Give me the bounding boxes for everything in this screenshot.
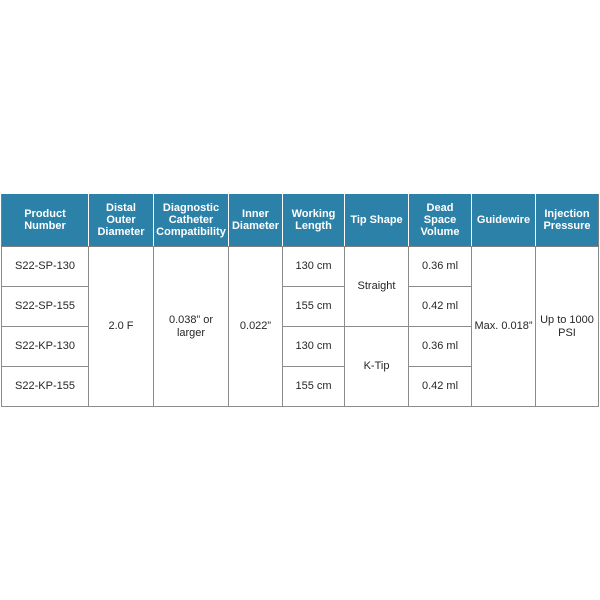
distal-outer-diameter-cell: 2.0 F bbox=[89, 247, 154, 407]
guidewire-cell: Max. 0.018” bbox=[472, 247, 536, 407]
header-inner-diameter: Inner Diameter bbox=[229, 194, 283, 247]
header-tip-shape: Tip Shape bbox=[345, 194, 409, 247]
tip-shape-cell: K-Tip bbox=[345, 327, 409, 407]
header-working-length: Working Length bbox=[283, 194, 345, 247]
header-diagnostic-catheter-compatibility: Diagnostic Catheter Compatibility bbox=[154, 194, 229, 247]
product-number-cell: S22-SP-130 bbox=[2, 247, 89, 287]
working-length-cell: 130 cm bbox=[283, 247, 345, 287]
inner-diameter-cell: 0.022” bbox=[229, 247, 283, 407]
table-row bbox=[2, 247, 599, 287]
product-number-cell: S22-KP-155 bbox=[2, 367, 89, 407]
injection-pressure-cell: Up to 1000 PSI bbox=[536, 247, 599, 407]
dead-space-volume-cell: 0.42 ml bbox=[409, 367, 472, 407]
product-number-cell: S22-SP-155 bbox=[2, 287, 89, 327]
header-product-number: Product Number bbox=[2, 194, 89, 247]
diagnostic-catheter-compatibility-cell: 0.038” or larger bbox=[154, 247, 229, 407]
header-distal-outer-diameter: Distal Outer Diameter bbox=[89, 194, 154, 247]
tip-shape-cell: Straight bbox=[345, 247, 409, 327]
product-number-cell: S22-KP-130 bbox=[2, 327, 89, 367]
working-length-cell: 155 cm bbox=[283, 287, 345, 327]
dead-space-volume-cell: 0.36 ml bbox=[409, 327, 472, 367]
dead-space-volume-cell: 0.42 ml bbox=[409, 287, 472, 327]
header-guidewire: Guidewire bbox=[472, 194, 536, 247]
header-dead-space-volume: Dead Space Volume bbox=[409, 194, 472, 247]
header-injection-pressure: Injection Pressure bbox=[536, 194, 599, 247]
product-spec-table bbox=[1, 194, 599, 407]
dead-space-volume-cell: 0.36 ml bbox=[409, 247, 472, 287]
working-length-cell: 155 cm bbox=[283, 367, 345, 407]
working-length-cell: 130 cm bbox=[283, 327, 345, 367]
header-row bbox=[2, 194, 599, 247]
